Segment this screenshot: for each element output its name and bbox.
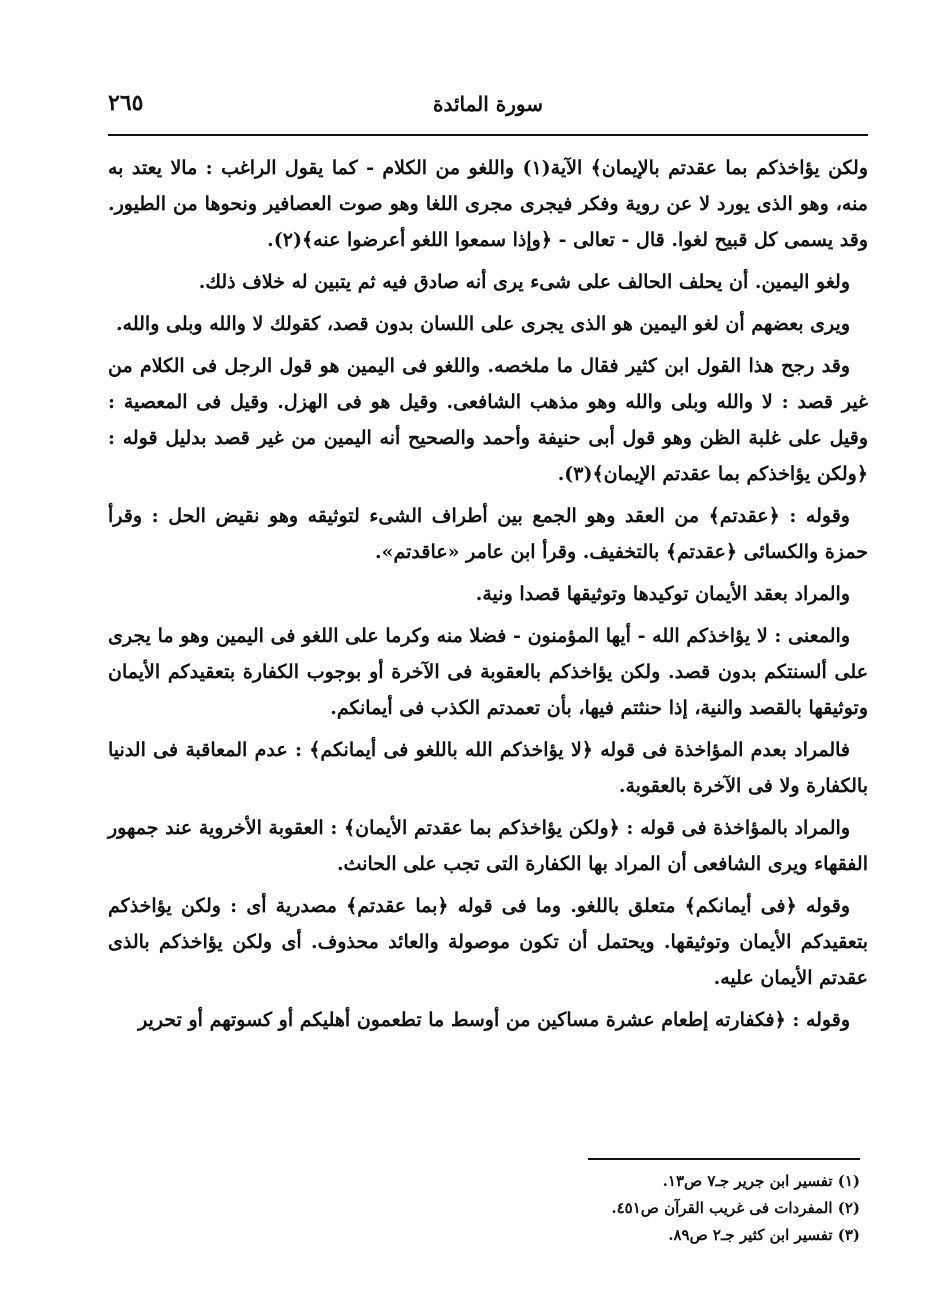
- footnote-2: (٢) المفردات فى غريب القرآن ص٤٥١.: [611, 1199, 860, 1217]
- paragraph-1: ولكن يؤاخذكم بما عقدتم بالإيمان﴾ الآية(١) واللغو من الكلام - كما يقول الراغب : مالا يعتد به منه، وهو الذى يورد لا عن روية وفكر فيجرى مجرى اللغا وهو صوت العصافير ونحوها من الطيور. وقد يسمى كل قبيح لغوا. قال - تعالى - ﴿وإذا سمعوا اللغو أعرضوا عنه﴾(٢).: [108, 157, 869, 251]
- paragraph-3: ويرى بعضهم أن لغو اليمين هو الذى يجرى على اللسان بدون قصد، كقولك لا والله وبلى والله.: [116, 313, 850, 335]
- paragraph-6: والمراد بعقد الأيمان توكيدها وتوثيقها قصدا ونية.: [475, 583, 850, 605]
- paragraph-5: وقوله : ﴿عقدتم﴾ من العقد وهو الجمع بين أطراف الشىء لتوثيقه وهو نقيض الحل : وقرأ حمزة والكسائى ﴿عقدتم﴾ بالتخفيف. وقرأ ابن عامر «عاقدتم».: [108, 505, 868, 563]
- surah-title: سورة المائدة: [432, 92, 544, 116]
- paragraph-9: والمراد بالمؤاخذة فى قوله : ﴿ولكن يؤاخذكم بما عقدتم الأيمان﴾ : العقوبة الأخروية عند جمهور الفقهاء ويرى الشافعى أن المراد بها الكفارة التى تجب على الحانث.: [108, 817, 868, 875]
- running-header: [108, 88, 868, 128]
- paragraph-11: وقوله : ﴿فكفارته إطعام عشرة مساكين من أوسط ما تطعمون أهليكم أو كسوتهم أو تحرير: [138, 1009, 850, 1031]
- paragraph-8: فالمراد بعدم المؤاخذة فى قوله ﴿لا يؤاخذكم الله باللغو فى أيمانكم﴾ : عدم المعاقبة فى الدنيا بالكفارة ولا فى الآخرة بالعقوبة.: [108, 739, 868, 797]
- footnote-divider: [588, 1158, 860, 1160]
- page-number: ٢٦٥: [108, 90, 144, 116]
- paragraph-7: والمعنى : لا يؤاخذكم الله - أيها المؤمنون - فضلا منه وكرما على اللغو فى اليمين وهو ما يجرى على ألسنتكم بدون قصد. ولكن يؤاخذكم بالعقوبة فى الآخرة أو بوجوب الكفارة بتعقيدكم الأيمان وتوثيقها بالقصد والنية، إذا حنثتم فيها، بأن تعمدتم الكذب فى أيمانكم.: [108, 625, 868, 719]
- paragraph-10: وقوله ﴿فى أيمانكم﴾ متعلق باللغو. وما فى قوله ﴿بما عقدتم﴾ مصدرية أى : ولكن يؤاخذكم بتعقيدكم الأيمان وتوثيقها. ويحتمل أن تكون موصولة والعائد محذوف. أى ولكن يؤاخذكم بالذى عقدتم الأيمان عليه.: [108, 895, 868, 989]
- footnote-1: (١) تفسير ابن جرير جـ٧ ص١٣.: [662, 1172, 860, 1190]
- main-text: [108, 150, 868, 1044]
- footnote-3: (٣) تفسير ابن كثير جـ٢ ص٨٩.: [668, 1226, 860, 1244]
- paragraph-4: وقد رجح هذا القول ابن كثير فقال ما ملخصه. واللغو فى اليمين هو قول الرجل فى الكلام من غير قصد : لا والله وبلى والله وهو مذهب الشافعى. وقيل هو فى الهزل. وقيل فى المعصية : وقيل على غلبة الظن وهو قول أبى حنيفة وأحمد والصحيح أنه اليمين من غير قصد بدليل قوله : ﴿ولكن يؤاخذكم بما عقدتم الإيمان﴾(٣).: [108, 355, 868, 485]
- footnotes: [420, 1168, 860, 1249]
- paragraph-2: ولغو اليمين. أن يحلف الحالف على شىء يرى أنه صادق فيه ثم يتبين له خلاف ذلك.: [198, 271, 850, 293]
- header-divider: [108, 134, 868, 136]
